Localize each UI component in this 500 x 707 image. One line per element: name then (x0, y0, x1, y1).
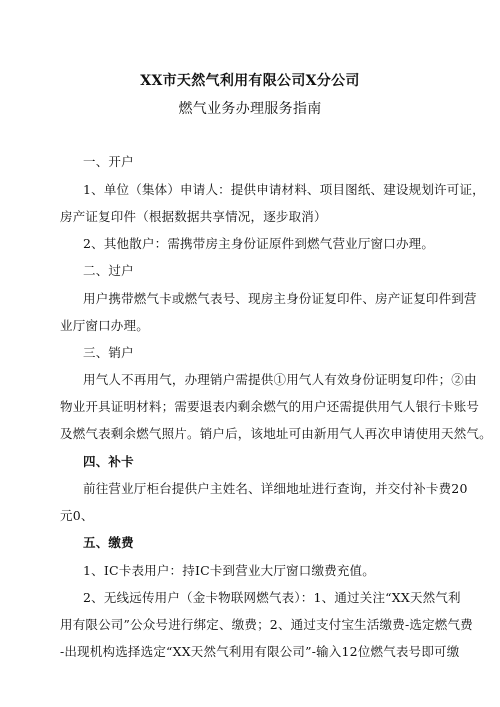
paragraph-line: 业厅窗口办理。 (60, 318, 149, 333)
paragraph-line: 1、单位（集体）申请人：提供申请材料、项目图纸、建设规划许可证， (83, 182, 485, 197)
paragraph-line: 2、其他散户：需携带房主身份证原件到燃气营业厅窗口办理。 (83, 236, 435, 251)
paragraph-line: 2、无线远传用户（金卡物联网燃气表）：1、通过关注“XX天然气利 (83, 590, 461, 605)
paragraph-line: 及燃气表剩余燃气照片。销户后，该地址可由新用气人再次申请使用天然气。 (60, 426, 492, 441)
section-heading-open-account: 一、开户 (83, 154, 134, 169)
paragraph-line: -出现机构选择选定“XX天然气利用有限公司”-输入12位燃气表号即可缴 (60, 644, 460, 659)
paragraph-line: 房产证复印件（根据数据共享情况，逐步取消） (60, 209, 327, 224)
paragraph-line: 元0、 (60, 508, 94, 523)
paragraph-line: 用户携带燃气卡或燃气表号、现房主身份证复印件、房产证复印件到营 (83, 291, 477, 306)
document-title: XX市天然气利用有限公司X分公司 (140, 73, 360, 89)
paragraph-line: 用气人不再用气，办理销户需提供①用气人有效身份证明复印件；②由 (83, 372, 477, 387)
section-heading-close-account: 三、销户 (83, 345, 134, 360)
section-heading-transfer: 二、过户 (83, 263, 134, 278)
paragraph-line: 物业开具证明材料；需要退表内剩余燃气的用户还需提供用气人银行卡账号 (60, 399, 480, 414)
document-subtitle: 燃气业务办理服务指南 (178, 101, 322, 117)
paragraph-line: 1、IC卡表用户：持IC卡到营业大厅窗口缴费充值。 (83, 563, 375, 578)
paragraph-line: 前往营业厅柜台提供户主姓名、详细地址进行查询，并交付补卡费20 (83, 481, 468, 496)
section-heading-replace-card: 四、补卡 (83, 454, 134, 469)
paragraph-line: 用有限公司”公众号进行绑定、缴费；2、通过支付宝生活缴费-选定燃气费 (60, 617, 473, 632)
section-heading-payment: 五、缴费 (83, 535, 134, 550)
